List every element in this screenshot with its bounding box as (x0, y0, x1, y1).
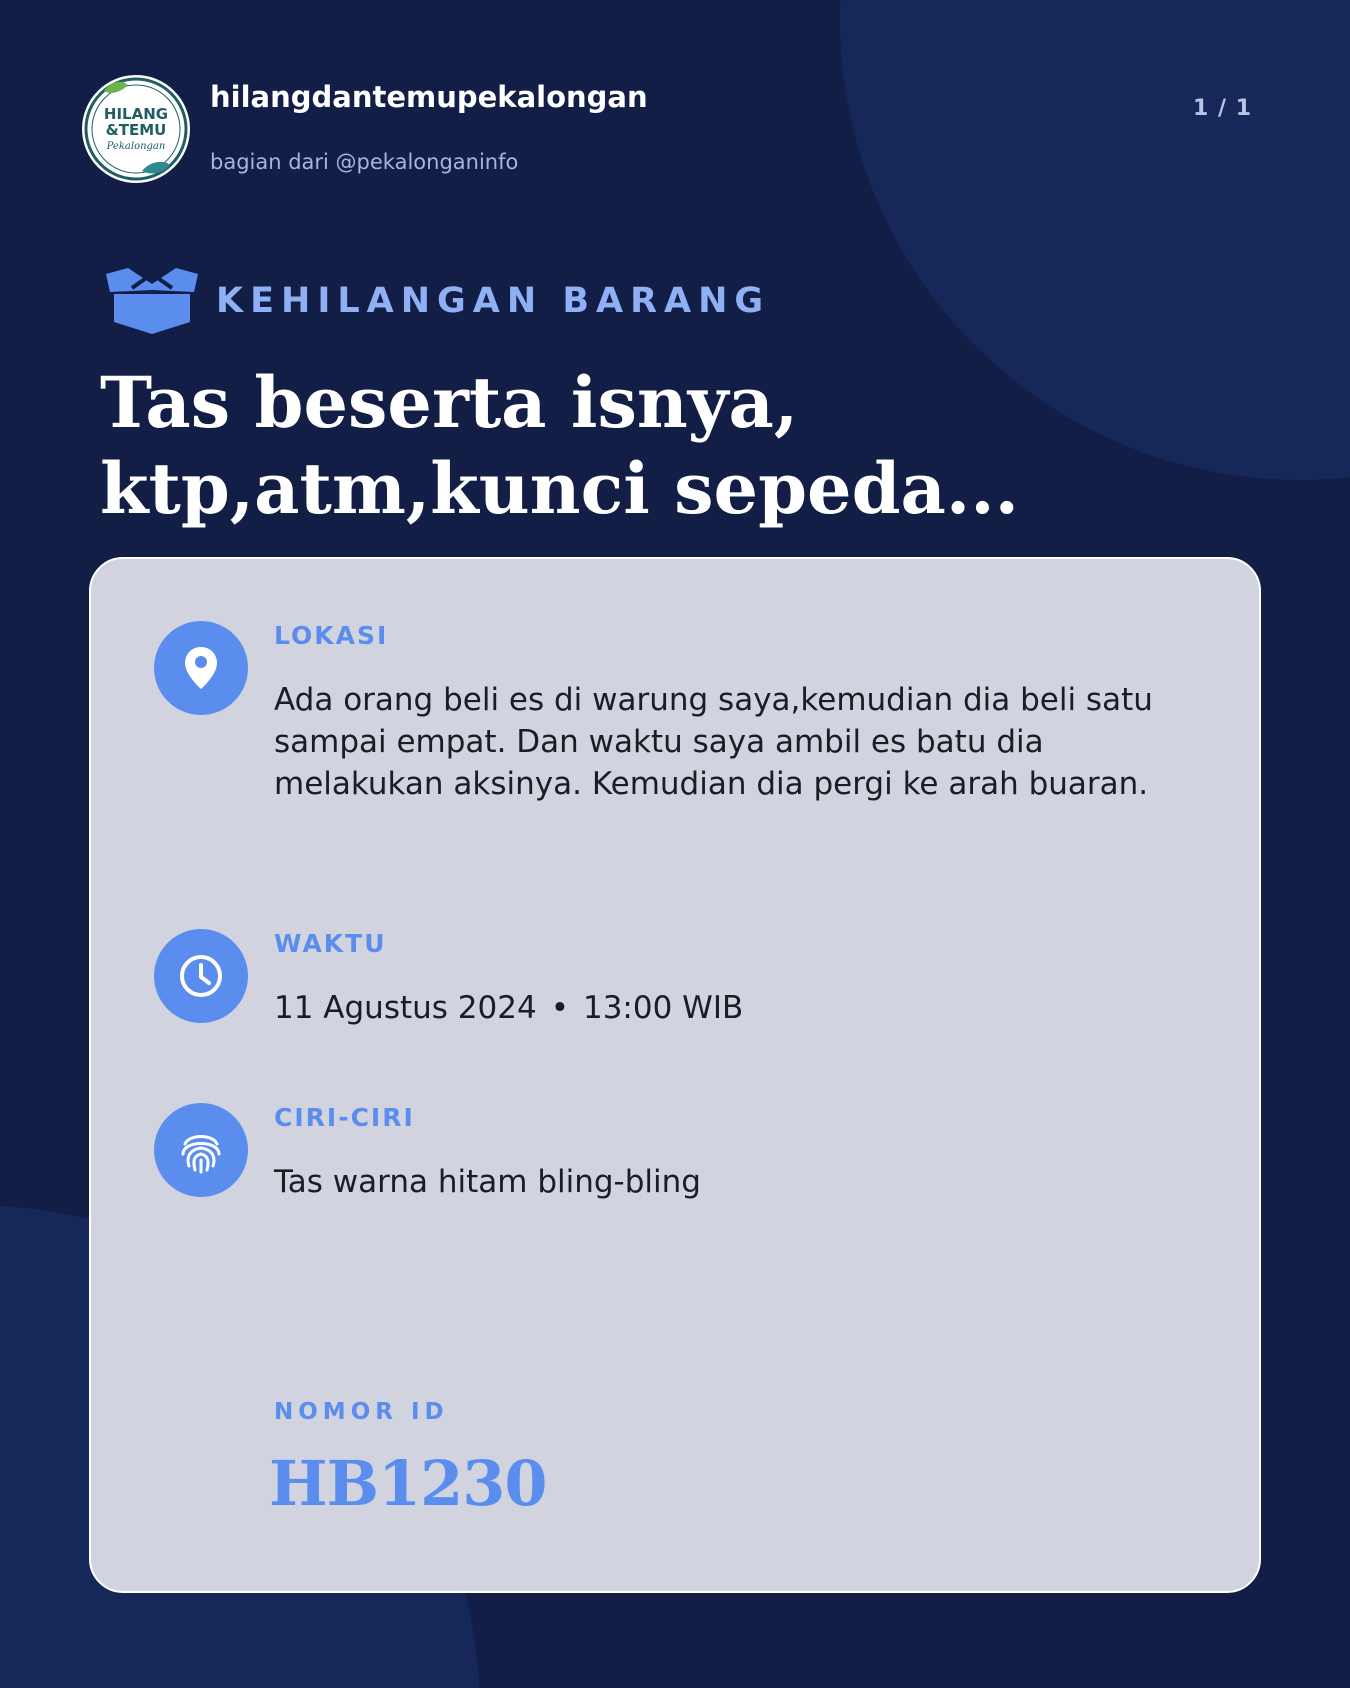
time-separator: • (550, 990, 569, 1026)
clock-icon (154, 929, 248, 1023)
hilang-temu-logo (82, 75, 190, 183)
time-date: 11 Agustus 2024 (274, 990, 537, 1026)
page-counter: 1 / 1 (1193, 96, 1252, 121)
features-value: Tas warna hitam bling-bling (274, 1164, 701, 1200)
category-label: KEHILANGAN BARANG (216, 281, 771, 321)
location-label: LOKASI (274, 621, 389, 650)
fingerprint-icon (154, 1103, 248, 1197)
time-value (274, 987, 1194, 1029)
item-title: Tas beserta isnya, ktp,atm,kunci sepeda... (100, 361, 1019, 530)
time-hour: 13:00 WIB (582, 990, 744, 1026)
logo-line2: &TEMU (105, 121, 167, 139)
id-label: NOMOR ID (274, 1399, 449, 1425)
details-card (89, 557, 1261, 1593)
map-pin-icon (154, 621, 248, 715)
location-value: Ada orang beli es di warung saya,kemudian dia beli satu sampai empat. Dan waktu saya ambil es batu dia melakukan aksinya. Kemudian dia pergi ke arah buaran. (274, 682, 1153, 802)
account-avatar[interactable] (82, 75, 190, 183)
account-name[interactable]: hilangdantemupekalongan (210, 80, 648, 114)
features-label: CIRI-CIRI (274, 1103, 415, 1132)
category-header (104, 266, 770, 336)
time-label: WAKTU (274, 929, 387, 958)
logo-line3: Pekalongan (106, 141, 166, 152)
box-icon (104, 266, 200, 336)
logo-line1: HILANG (103, 105, 169, 123)
account-subtitle: bagian dari @pekalonganinfo (210, 150, 519, 174)
id-value: HB1230 (269, 1447, 547, 1520)
